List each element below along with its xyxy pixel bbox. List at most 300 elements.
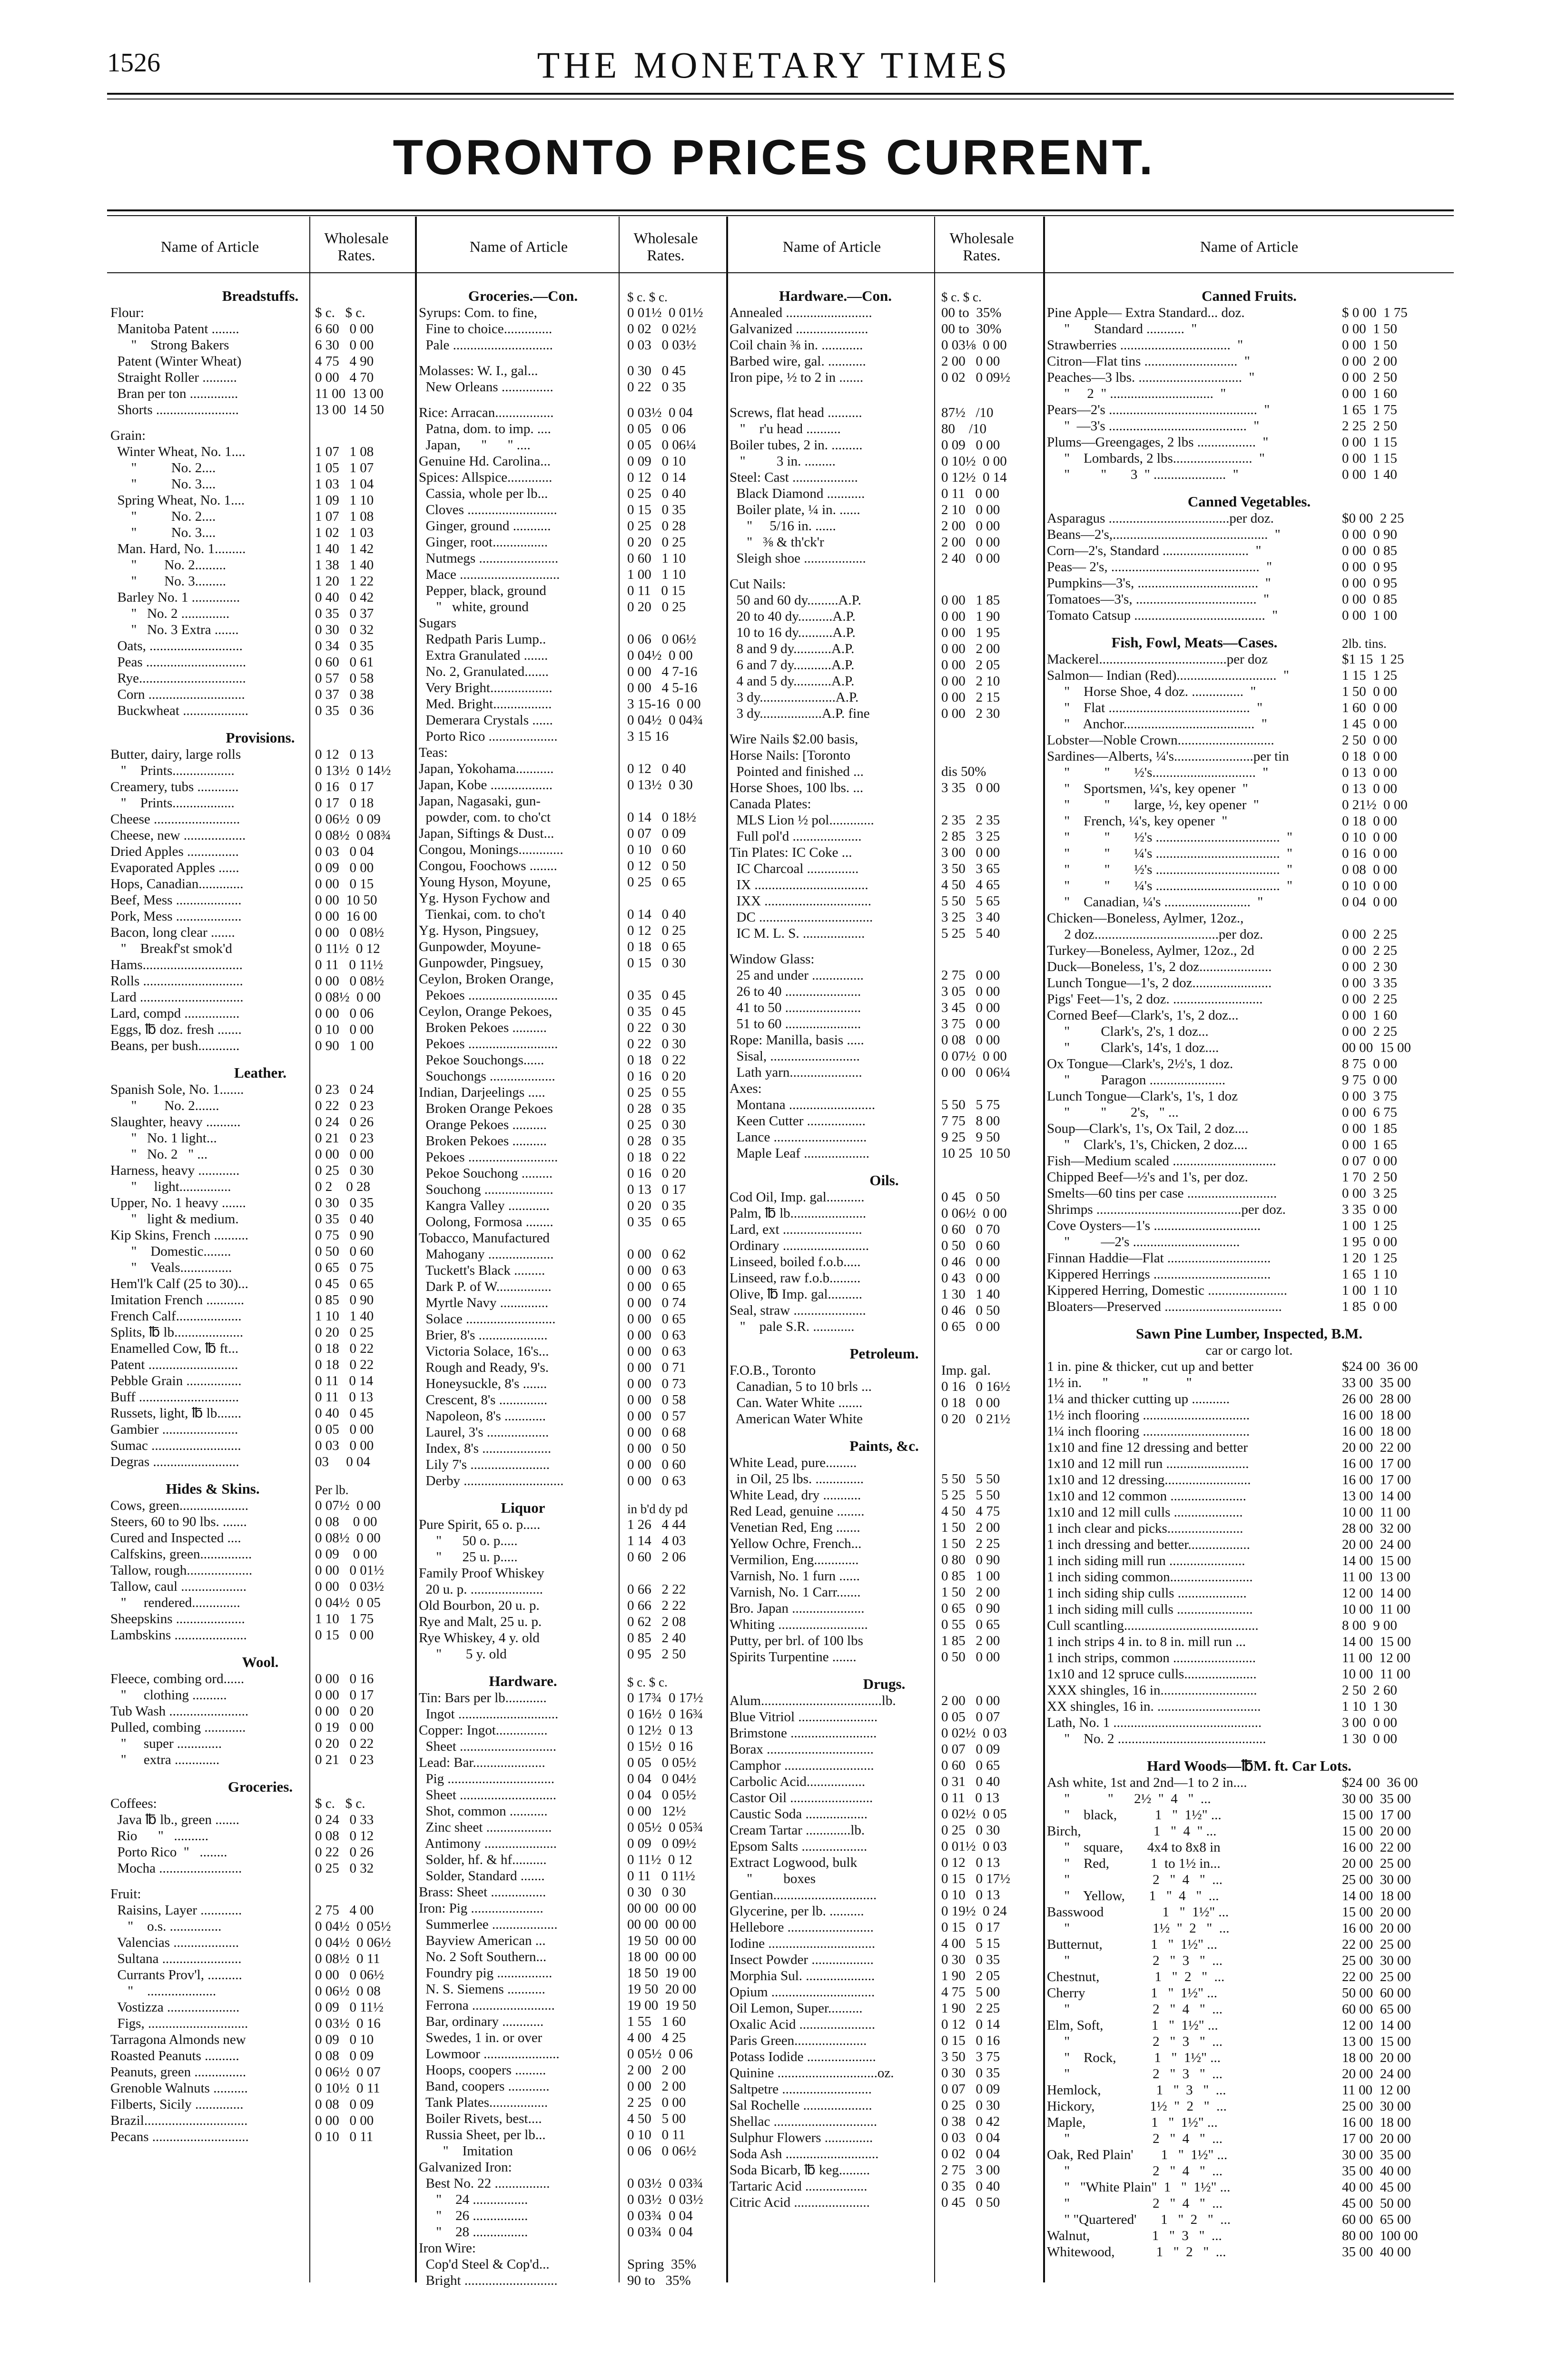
article-name: Bright ........................... xyxy=(419,2273,558,2288)
section-heading xyxy=(110,1054,410,1081)
article-rate: 0 10½ 0 00 xyxy=(941,454,1007,469)
article-name: Kippered Herrings .................................. xyxy=(1047,1267,1271,1282)
article-name: Citron—Flat tins ........................... " xyxy=(1047,354,1250,369)
price-row xyxy=(1047,2195,1451,2211)
price-row xyxy=(419,1214,722,1230)
article-name: Molasses: W. I., gal... xyxy=(419,363,538,378)
price-row xyxy=(1047,748,1451,764)
article-name: Wire Nails $2.00 basis, xyxy=(730,732,858,747)
article-rate: 9 75 0 00 xyxy=(1342,1072,1397,1088)
price-row xyxy=(419,583,722,599)
price-row xyxy=(110,1983,410,1999)
article-name: Butternut, 1 " 1½" ... xyxy=(1047,1937,1217,1952)
article-name: Solace .......................... xyxy=(419,1311,556,1327)
price-row xyxy=(1047,607,1451,624)
article-rate: 4 50 4 75 xyxy=(941,1504,1000,1519)
price-row xyxy=(419,1690,722,1706)
article-name: " French, ¼'s, key opener " xyxy=(1047,813,1228,829)
article-rate: 0 00 2 25 xyxy=(1342,943,1397,958)
article-name: IXX ............................... xyxy=(730,893,872,909)
price-row xyxy=(110,1546,410,1562)
article-rate: 0 30 0 35 xyxy=(941,1952,1000,1967)
price-row xyxy=(730,2000,1039,2016)
article-name: Rough and Ready, 9's. xyxy=(419,1360,549,1375)
article-rate: 0 03 0 03½ xyxy=(627,337,696,353)
price-row xyxy=(110,2015,410,2032)
price-row xyxy=(1047,813,1451,829)
article-rate: 0 35 0 45 xyxy=(627,988,686,1003)
article-name: Harness, heavy ............ xyxy=(110,1163,240,1178)
article-name: Broken Orange Pekoes xyxy=(419,1101,553,1116)
price-row xyxy=(110,476,410,492)
article-name: Oxalic Acid ...................... xyxy=(730,2017,876,2032)
price-row xyxy=(110,1719,410,1735)
page-title: TORONTO PRICES CURRENT. xyxy=(393,130,1155,185)
article-name: " 2 " 3 " ... xyxy=(1047,2034,1223,2049)
price-row xyxy=(1047,667,1451,684)
price-row xyxy=(730,1984,1039,2000)
article-rate: 0 12 0 25 xyxy=(627,923,686,938)
article-name: Old Bourbon, 20 u. p. xyxy=(419,1598,540,1613)
article-rate: $24 00 36 00 xyxy=(1342,1775,1418,1790)
article-rate: 0 2 0 28 xyxy=(315,1179,370,1194)
price-row xyxy=(730,1455,1039,1471)
article-rate: 0 00 0 95 xyxy=(1342,559,1397,575)
article-name: Peaches—3 lbs. .............................. " xyxy=(1047,370,1255,385)
article-rate: 2 00 0 00 xyxy=(941,354,1000,369)
article-name: Galvanized ..................... xyxy=(730,321,868,337)
article-rate: 0 07 0 09 xyxy=(627,826,686,841)
price-row xyxy=(730,909,1039,925)
price-row xyxy=(110,1421,410,1438)
article-name: Boiler Rivets, best.... xyxy=(419,2111,542,2126)
article-rate: 16 00 20 00 xyxy=(1342,1921,1411,1936)
article-name: 1½ inch flooring ............................... xyxy=(1047,1408,1250,1423)
price-row xyxy=(110,1130,410,1146)
price-row xyxy=(1047,910,1451,926)
article-rate: 0 11 0 15 xyxy=(627,583,686,598)
price-row xyxy=(110,508,410,525)
article-rate: 0 14 0 40 xyxy=(627,907,686,922)
price-row xyxy=(110,444,410,460)
price-row xyxy=(419,1771,722,1787)
article-name: Sultana ....................... xyxy=(110,1951,242,1966)
price-row xyxy=(419,1997,722,2013)
price-row xyxy=(110,973,410,989)
article-rate: 0 00 2 25 xyxy=(1342,992,1397,1007)
article-name: Ginger, root................ xyxy=(419,535,548,550)
article-name: Soda Bicarb, ℔ keg......... xyxy=(730,2162,870,2178)
article-rate: 0 12 0 14 xyxy=(941,2017,1000,2032)
price-row xyxy=(419,1424,722,1440)
article-rate: 0 03½ 0 03½ xyxy=(627,2192,703,2207)
price-row xyxy=(730,2033,1039,2049)
price-row xyxy=(730,731,1039,747)
price-row xyxy=(419,825,722,842)
article-rate: 50 00 60 00 xyxy=(1342,1985,1411,2001)
article-rate: 2 25 2 50 xyxy=(1342,418,1397,434)
article-rate: 0 75 0 90 xyxy=(315,1228,374,1243)
price-row xyxy=(730,1757,1039,1774)
article-rate: 0 03½ 0 16 xyxy=(315,2016,381,2031)
article-name: Full pol'd .................... xyxy=(730,829,862,844)
price-row xyxy=(110,654,410,670)
col3-rates-header: Wholesale Rates. xyxy=(949,229,1014,264)
article-rate: 1 65 1 75 xyxy=(1342,402,1397,417)
section-heading xyxy=(419,277,722,305)
article-rate: 5 25 5 40 xyxy=(941,926,1000,941)
article-rate: 03 0 04 xyxy=(315,1454,370,1469)
price-row xyxy=(419,1246,722,1262)
article-rate: 35 00 40 00 xyxy=(1342,2244,1411,2260)
article-name: Pebble Grain ................ xyxy=(110,1373,242,1388)
article-rate: 0 11 0 11½ xyxy=(315,957,383,972)
price-row xyxy=(1047,1282,1451,1299)
price-row xyxy=(730,1000,1039,1016)
article-name: Maple Leaf ................... xyxy=(730,1146,869,1161)
article-name: " 2 " 4 " ... xyxy=(1047,1872,1223,1887)
article-rate: 0 02½ 0 03 xyxy=(941,1726,1007,1741)
article-name: Teas: xyxy=(419,745,448,760)
article-name: Bran per ton .............. xyxy=(110,386,238,401)
price-row xyxy=(419,664,722,680)
article-name: Russia Sheet, per lb... xyxy=(419,2127,546,2142)
article-rate: 0 00 0 71 xyxy=(627,1360,686,1375)
section-title: Leather. xyxy=(234,1064,286,1081)
price-row xyxy=(1047,1920,1451,1936)
price-row xyxy=(1047,1715,1451,1731)
article-rate: 18 00 20 00 xyxy=(1342,2050,1411,2065)
article-rate: 4 75 4 90 xyxy=(315,354,374,369)
article-name: Tomatoes—3's, ................................... " xyxy=(1047,592,1269,607)
price-row xyxy=(730,1854,1039,1871)
article-name: " No. 1 light... xyxy=(110,1130,217,1146)
article-name: Lath, No. 1 ........................................... xyxy=(1047,1715,1262,1730)
article-name: " 2 " 4 " ... xyxy=(1047,2163,1223,2179)
article-name: Ceylon, Orange Pekoes, xyxy=(419,1004,552,1019)
col2-rates-header: Wholesale Rates. xyxy=(633,229,698,264)
article-name: Pekoe Souchongs...... xyxy=(419,1052,544,1068)
price-row xyxy=(730,1238,1039,1254)
price-row xyxy=(730,625,1039,641)
article-name: " pale S.R. ............ xyxy=(730,1319,855,1334)
article-name: Japan, Yokohama........... xyxy=(419,761,554,776)
article-name: Salmon— Indian (Red)............................. " xyxy=(1047,668,1289,683)
article-rate: 0 00 0 00 xyxy=(315,2113,374,2128)
article-name: Lath yarn..................... xyxy=(730,1065,862,1080)
article-rate: 0 00 3 25 xyxy=(1342,1186,1397,1201)
price-row xyxy=(419,858,722,874)
price-row xyxy=(1047,991,1451,1007)
article-name: Gunpowder, Moyune- xyxy=(419,939,541,954)
article-name: Cows, green.................... xyxy=(110,1498,248,1513)
price-row xyxy=(419,2272,722,2289)
price-row xyxy=(419,793,722,809)
article-rate: 0 00 0 00 xyxy=(315,1147,374,1162)
price-row xyxy=(730,764,1039,780)
price-row xyxy=(419,890,722,906)
article-name: Linseed, boiled f.o.b..... xyxy=(730,1254,861,1269)
price-row xyxy=(419,2127,722,2143)
article-rate: 1 50 0 00 xyxy=(1342,684,1397,699)
article-rate: 0 35 0 45 xyxy=(627,1004,686,1019)
section-title: Sawn Pine Lumber, Inspected, B.M. xyxy=(1136,1325,1362,1342)
price-row xyxy=(730,1064,1039,1081)
article-rate: 0 18 0 00 xyxy=(1342,813,1397,829)
article-name: Hemlock, 1 " 3 " ... xyxy=(1047,2082,1226,2098)
article-rate: 2 75 4 00 xyxy=(315,1903,374,1918)
article-name: IC M. L. S. .................. xyxy=(730,926,865,941)
article-rate: $0 00 2 25 xyxy=(1342,511,1404,526)
article-name: 1 inch siding ship culls .................... xyxy=(1047,1586,1247,1601)
article-rate: 0 08 0 00 xyxy=(1342,862,1397,877)
row-gap xyxy=(730,722,1039,731)
article-rate: 25 00 30 00 xyxy=(1342,1953,1411,1968)
article-name: New Orleans ............... xyxy=(419,379,553,395)
article-name: Congou, Foochows ........ xyxy=(419,858,557,873)
article-rate: 0 00 2 00 xyxy=(1342,354,1397,369)
article-rate: 80 /10 xyxy=(941,421,987,436)
article-rate: 2 00 2 00 xyxy=(627,2063,686,2078)
price-row xyxy=(419,1706,722,1722)
divider xyxy=(1043,217,1045,2282)
price-row xyxy=(110,811,410,827)
price-row xyxy=(730,1741,1039,1757)
article-name: Cherry 1 " 1½" ... xyxy=(1047,1985,1217,2001)
row-gap xyxy=(419,395,722,405)
price-row xyxy=(1047,829,1451,845)
price-row xyxy=(110,1967,410,1983)
price-row xyxy=(730,1286,1039,1302)
article-rate: 0 16 0 20 xyxy=(627,1069,686,1084)
article-rate: 0 00 1 85 xyxy=(941,593,1000,608)
price-row xyxy=(1047,2066,1451,2082)
price-row xyxy=(1047,1104,1451,1121)
price-row xyxy=(1047,651,1451,667)
price-row xyxy=(1047,1007,1451,1023)
article-name: " "White Plain" 1 " 1½" ... xyxy=(1047,2180,1231,2195)
col4-name-header: Name of Article xyxy=(1200,238,1299,255)
price-row xyxy=(110,1259,410,1276)
article-name: Victoria Solace, 16's... xyxy=(419,1344,549,1359)
article-rate: 10 00 11 00 xyxy=(1342,1505,1410,1520)
article-name: Pekoes .......................... xyxy=(419,1036,558,1051)
article-rate: 2 40 0 00 xyxy=(941,551,1000,566)
article-name: Cassia, whole per lb... xyxy=(419,486,548,501)
article-name: 1x10 and 12 dressing......................... xyxy=(1047,1472,1251,1488)
article-name: Young Hyson, Moyune, xyxy=(419,874,551,890)
price-row xyxy=(1047,1169,1451,1185)
section-title: Liquor xyxy=(501,1499,545,1516)
price-row xyxy=(419,1230,722,1246)
article-name: " Veals............... xyxy=(110,1260,232,1275)
price-row xyxy=(110,1021,410,1038)
price-row xyxy=(1047,337,1451,353)
price-row xyxy=(1047,386,1451,402)
article-name: powder, com. to cho'ct xyxy=(419,810,551,825)
article-name: Nutmegs ....................... xyxy=(419,551,559,566)
article-name: " .................... xyxy=(110,1983,217,1999)
article-rate: $ c. $ c. xyxy=(315,1796,365,1811)
section-rate-note: Per lb. xyxy=(315,1483,349,1497)
top-rule xyxy=(107,93,1454,95)
section-title: Breadstuffs. xyxy=(222,288,299,304)
article-name: Shellac .............................. xyxy=(730,2114,878,2129)
article-rate: 1 45 0 00 xyxy=(1342,716,1397,732)
article-rate: 0 15 0 00 xyxy=(315,1627,374,1643)
article-rate: 0 13½ 0 14½ xyxy=(315,763,391,778)
article-rate: 0 00 2 30 xyxy=(941,706,1000,721)
article-rate: 0 90 1 00 xyxy=(315,1038,374,1053)
article-rate: 0 08 0 09 xyxy=(315,2097,374,2112)
article-name: Lowmoor ...................... xyxy=(419,2046,560,2062)
col2-name-header: Name of Article xyxy=(469,238,568,255)
article-rate: 0 21½ 0 00 xyxy=(1342,797,1408,813)
price-row xyxy=(1047,1969,1451,1985)
price-row xyxy=(110,1098,410,1114)
article-name: Mahogany ................... xyxy=(419,1247,554,1262)
article-rate: 0 11 0 11½ xyxy=(627,1868,695,1884)
article-rate: 0 30 0 35 xyxy=(941,2065,1000,2081)
article-name: Ox Tongue—Clark's, 2½'s, 1 doz. xyxy=(1047,1056,1233,1071)
article-name: Tin Plates: IC Coke ... xyxy=(730,845,852,860)
article-rate: 0 24 0 33 xyxy=(315,1812,374,1827)
article-rate: 0 00 0 15 xyxy=(315,876,374,892)
article-name: Bloaters—Preserved .................................. xyxy=(1047,1299,1282,1314)
article-name: Swedes, 1 in. or over xyxy=(419,2030,542,2045)
price-row xyxy=(1047,1585,1451,1601)
article-name: Rye............................... xyxy=(110,671,246,686)
article-name: " Clark's, 14's, 1 doz.... xyxy=(1047,1040,1219,1055)
article-rate: 0 08 0 12 xyxy=(315,1828,374,1844)
section-heading xyxy=(1047,277,1451,305)
article-name: Rolls ............................. xyxy=(110,973,243,989)
article-rate: 0 25 0 30 xyxy=(315,1163,374,1178)
price-row xyxy=(730,2130,1039,2146)
price-row xyxy=(1047,1601,1451,1617)
article-name: Tallow, rough................... xyxy=(110,1563,253,1578)
article-rate: 87½ /10 xyxy=(941,405,994,420)
article-name: Patna, dom. to imp. .... xyxy=(419,421,551,436)
article-rate: 0 00 2 15 xyxy=(941,690,1000,705)
price-row xyxy=(1047,1472,1451,1488)
article-name: Alum...................................lb. xyxy=(730,1693,896,1708)
article-name: Camphor .......................... xyxy=(730,1758,874,1773)
article-rate: 0 12½ 0 13 xyxy=(627,1723,693,1738)
price-row xyxy=(110,1146,410,1162)
price-row xyxy=(730,2178,1039,2194)
price-row xyxy=(730,1081,1039,1097)
article-name: Epsom Salts ................... xyxy=(730,1839,868,1854)
article-name: Axes: xyxy=(730,1081,762,1096)
article-rate: 11 00 13 00 xyxy=(315,386,384,401)
article-name: " Red, 1 to 1½ in... xyxy=(1047,1856,1221,1871)
article-rate: 0 19½ 0 24 xyxy=(941,1904,1007,1919)
article-name: Porto Rico .................... xyxy=(419,729,558,744)
section-heading xyxy=(110,1470,410,1497)
price-row xyxy=(110,892,410,908)
article-name: Lunch Tongue—1's, 2 doz....................... xyxy=(1047,975,1272,991)
article-name: Tallow, caul ................... xyxy=(110,1579,247,1594)
price-row xyxy=(730,608,1039,625)
article-rate: 0 28 0 35 xyxy=(627,1133,686,1149)
article-name: Index, 8's .................... xyxy=(419,1441,552,1456)
article-rate: 3 50 3 75 xyxy=(941,2049,1000,2064)
article-name: Cream Tartar .............lb. xyxy=(730,1823,865,1838)
price-row xyxy=(1047,2017,1451,2033)
price-row xyxy=(419,379,722,395)
article-name: 1x10 and 12 mill culls .................... xyxy=(1047,1505,1243,1520)
price-row xyxy=(110,557,410,573)
price-row xyxy=(1047,2050,1451,2066)
section-heading xyxy=(730,277,1039,305)
article-rate: 33 00 35 00 xyxy=(1342,1375,1411,1390)
price-row xyxy=(419,1295,722,1311)
article-name: Tub Wash ....................... xyxy=(110,1704,249,1719)
article-rate: 1 20 1 22 xyxy=(315,574,374,589)
article-rate: 0 05 0 06¼ xyxy=(627,437,696,453)
article-name: Enamelled Cow, ℔ ft... xyxy=(110,1341,239,1356)
article-rate: 0 04 0 00 xyxy=(1342,894,1397,910)
article-rate: 0 30 0 45 xyxy=(627,363,686,378)
article-name: car or cargo lot. xyxy=(1047,1343,1293,1358)
article-rate: 0 25 0 30 xyxy=(627,1117,686,1132)
price-row xyxy=(730,689,1039,705)
article-name: 1 inch siding common........................ xyxy=(1047,1569,1253,1585)
article-name: Whiting .......................... xyxy=(730,1617,868,1632)
price-row xyxy=(730,1919,1039,1935)
section-title: Groceries.—Con. xyxy=(468,288,578,304)
article-rate: 0 20 0 25 xyxy=(315,1325,374,1340)
article-name: Corned Beef—Clark's, 1's, 2 doz... xyxy=(1047,1008,1239,1023)
article-rate: 1 85 0 00 xyxy=(1342,1299,1397,1314)
price-row xyxy=(419,2224,722,2240)
article-rate: 0 01½ 0 03 xyxy=(941,1839,1007,1854)
article-name: Manitoba Patent ........ xyxy=(110,321,239,337)
article-rate: 0 04½ 0 00 xyxy=(627,648,693,663)
price-row xyxy=(1047,878,1451,894)
section-title: Paints, &c. xyxy=(849,1438,919,1454)
price-row xyxy=(110,1671,410,1687)
price-row xyxy=(730,469,1039,486)
price-row xyxy=(110,605,410,622)
price-row xyxy=(730,1616,1039,1633)
article-name: Soup—Clark's, 1's, Ox Tail, 2 doz.... xyxy=(1047,1121,1249,1136)
article-rate: 0 00 0 50 xyxy=(627,1441,686,1456)
price-row xyxy=(1047,1040,1451,1056)
article-name: Lily 7's ....................... xyxy=(419,1457,550,1472)
price-row xyxy=(419,955,722,971)
price-row xyxy=(110,746,410,763)
price-row xyxy=(730,405,1039,421)
article-name: Oolong, Formosa ........ xyxy=(419,1214,553,1230)
article-name: Tin: Bars per lb............ xyxy=(419,1690,547,1706)
article-name: Derby ............................. xyxy=(419,1473,564,1488)
section-title: Canned Vegetables. xyxy=(1187,493,1311,510)
article-name: Orange Pekoes .......... xyxy=(419,1117,547,1132)
article-name: Rye Whiskey, 4 y. old xyxy=(419,1630,540,1646)
article-name: Rye and Malt, 25 u. p. xyxy=(419,1614,542,1629)
article-name: Ingot ............................. xyxy=(419,1706,559,1722)
price-row xyxy=(730,951,1039,967)
price-row xyxy=(110,305,410,321)
article-name: Canadian, 5 to 10 brls ... xyxy=(730,1379,872,1394)
price-row xyxy=(1047,510,1451,526)
article-name: Pig ............................... xyxy=(419,1771,555,1786)
price-row xyxy=(419,1738,722,1755)
article-name: Med. Bright................. xyxy=(419,696,552,712)
price-row xyxy=(1047,2244,1451,2260)
